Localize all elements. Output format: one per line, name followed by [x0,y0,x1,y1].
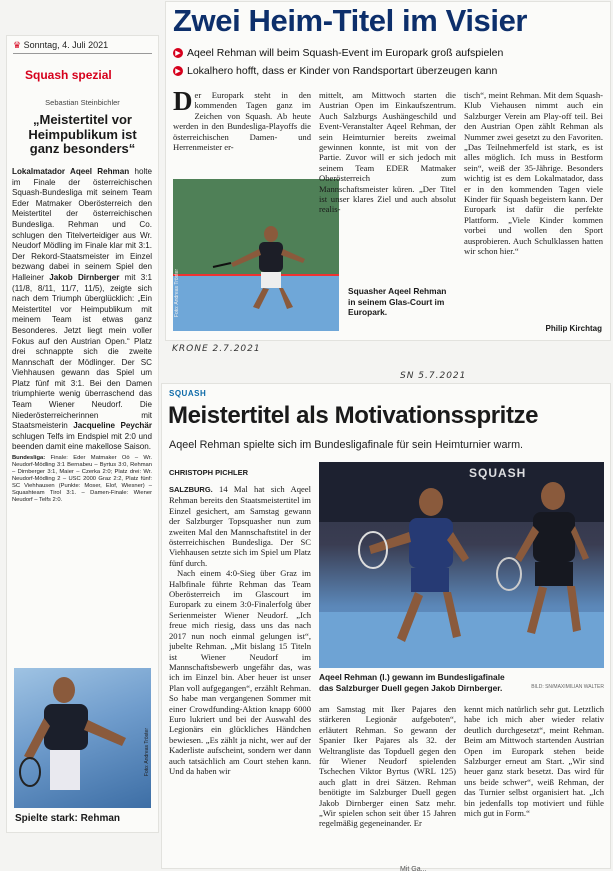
body-1: holte im Finale der österreichischen Squash-Bundesliga mit seinem Team Eder Matmaker Oberösterreich den Meistertitel der österreichischen Bundesliga. Rehman und Co. schlugen den Titelverteidiger aus Wr. Neudorf Mödling im Finale klar mit 3:1. Der Rekord-Staatsmeister im Einzel bezwang dabei in seinem Spiel den Halleiner [12,167,152,282]
bottom-subhead: Aqeel Rehman spielte sich im Bundesligafinale für sein Heimturnier warm. [169,439,524,451]
bottom-col-1-lead: 14 Mal hat sich Aqeel Rehman bereits den Staatsmeistertitel im Einzel gesichert, am Samstag gewann der Salzburger Topsquasher nun zum zweiten Mal den Mannschaftstitel in der österreichischen Bundesliga. Der SC Viehhausen setzte sich im Spiel um Platz fünf durch. [169,484,311,568]
body-4: schlugen Telfs im Endspiel mit 2:0 und beenden damit eine makellose Saison. [12,431,152,452]
left-kicker [25,68,112,82]
kicker-suffix: spezial [71,68,112,82]
bottom-col-1-rest: Nach einem 4:0-Sieg über Graz im Halbfinale führte Rehman das Team Oberösterreich im Glascourt im Europark zu einem 3:0-Finalerfolg über Serienmeister Wiener Neudorf. „Ich freue mich riesig, dass uns das nach 2017 nun noch einmal gelungen ist“, jubelte Rehman. „Mit bislang 15 Titeln ist Wiener Neudorf im Mannschaftsbewerb ungefähr das, was ich im Einzel bin. Aber heuer ist unser Plan voll aufgegangen“, erzählt Rehman. So habe man vergangenen Sommer mit einer Crowdfunding-Aktion knapp 6000 Euro lukriert und bei der Auswahl des Legionärs ein glückliches Händchen bewiesen. „Es zählt ja nicht, wer auf der Kaderliste aufscheint, sondern wer dann auch tatsächlich am Court stehen kann. Und da haben wir [169,568,311,776]
results-box [12,455,152,504]
left-photo-credit: Foto: Andreas Tröster [144,728,150,777]
top-col-3: tisch“, meint Rehman. Mit dem Squash-Klub Viehausen nimmt auch ein Salzburger Verein am Play-off teil. Bei den Austrian Open zählt Rehman als Nummer zwei gesetzt zu den Favoriten. „Das Teilnehmerfeld ist stark, es ist alles möglich. Ich muss in Bestform sein“, weiß der 35-Jährige. Besonders wichtig ist es dem Lokalmatador, dass er in den kommenden Tagen viele Kinder für Squash begeistern kann. Der Europark ist dafür die perfekte Plattform. „Viele Kinder kommen vorbei und wollen den Sport ausprobieren. Auch Schulklassen hatten wir schon hier.“ [464,90,603,257]
photo-banner-text: SQUASH [469,466,527,480]
left-date-line [13,40,153,51]
left-author: Sebastian Steinbichler [45,98,120,107]
bottom-clipping [162,384,610,868]
body-2: mit 3:1 (11/8, 8/11, 11/7, 11/5), zeigte sich nach dem Triumph überglücklich: „Ein Meistertitel vor Heimpublikum mit meinem Team ist etwas ganz Besonderes. Jetzt liegt mein voller Fokus auf den Austrian Open.“ [12,272,152,346]
left-body [12,167,152,647]
bullet-2-text: Lokalhero hofft, dass er Kinder von Randsportart überzeugen kann [187,65,498,77]
match-scene-graphic [319,462,604,668]
bottom-col-1 [169,484,311,864]
section-label: SQUASH [169,389,207,398]
left-clipping [7,36,158,832]
results-text: Finale: Eder Matmaker Oö – Wr. Neudorf-Mödling 3:1 Bernabeu – Byrtus 3:0, Rehman – Dirnberger 3:1, Maier – Czerka 2:0; Platz drei: Wr. Neudorf-Mödling 2 – USC 2000 Graz 2:2, Platz fünf: SC Viehhausen (Punkte: Moser, Elof, Wiesner) – Squashteam Tirol 3:1. – Damen-Finale: Wiener Neudorf – Telfs 2:0. [12,455,152,504]
bottom-headline: Meistertitel als Motivationsspritze [168,402,539,429]
left-caption: Spielte stark: Rehman [15,813,121,824]
top-clipping [166,2,610,340]
results-label: Bundesliga: [12,455,46,462]
court-graphic [173,179,339,331]
arrow-right-icon: ▶ [173,66,183,76]
top-photo-credit: Foto: Andreas Tröster [174,269,180,318]
bottom-col-3: kennt mich natürlich sehr gut. Letztlich habe ich mich aber wieder relativ deutlich durchgesetzt“, meint Rehman. Beim am Mittwoch startenden Austrian Open im Europark stehen beide Salzburger erneut am Start. „Wir sind heuer ganz stark besetzt. Das wird für uns beide schwer“, weiß Rehman, der das Turnier selbst organisiert hat. „Ich bin jedenfalls top motiviert und fühle mich gut in Form.“ [464,704,604,819]
left-divider [13,53,152,54]
body-bold-3: Jacqueline Peychär [73,421,152,431]
player-figure-graphic [14,668,151,808]
top-author: Philip Kirchtag [543,324,602,333]
left-date: Sonntag, 4. Juli 2021 [23,40,109,50]
bullet-1-text: Aqeel Rehman will beim Squash-Event im Europark groß aufspielen [187,47,504,59]
bullet-row-1 [173,46,503,60]
bottom-match-photo [319,462,604,668]
bottom-photo-credit: BILD: SN/MAXIMILIAN WALTER [531,684,604,690]
dateline: SALZBURG. [169,485,213,494]
bottom-caption: Aqeel Rehman (l.) gewann im Bundesligafinale das Salzburger Duell gegen Jakob Dirnberger. [319,672,505,693]
top-col-1-text: er Europark steht in den kommenden Tagen ganz im Zeichen von Squash. Ab heute werden in den Bundesliga-Playoffs die österreichischen Damen- und Herrenmeister er- [173,90,311,153]
handwritten-krone: KRONE 2.7.2021 [172,344,261,354]
arrow-right-icon: ▶ [173,48,183,58]
bottom-col-2: am Samstag mit Iker Pajares den stärkeren Legionär aufgeboten“, erläutert Rehman. So gewann der Spanier Iker Pajares als 32. der Weltrangliste das Topduell gegen den für Wiener Neudorf spielenden Tschechen Viktor Byrtus (WRL 125) auch glatt in drei Sätzen. Rehman benötigte im Salzburger Duell gegen Jakob Dirnberger einen Satz mehr. „Wir spielen schon seit über 15 Jahren regelmäßig gegeneinander. Er [319,704,456,829]
top-player-photo [173,179,339,331]
bottom-author: CHRISTOPH PICHLER [169,468,249,477]
handwritten-sn: SN 5.7.2021 [400,371,467,381]
dropcap: D [173,90,193,116]
crown-icon: ♛ [13,40,22,50]
left-player-photo [14,668,151,808]
body-bold-1: Lokalmatador Aqeel Rehman [12,167,130,176]
top-col-2: mittelt, am Mittwoch starten die Austrian Open im Einkaufszentrum. Auch Salzburgs Aushängeschild und Event-Veranstalter Aqeel Rehman, der sein Heimturnier bereits zweimal gewinnen konnte, ist mit von der Partie. Zuvor will er sich jedoch mit seinem Team EDER Matmaker Oberösterreich zum Mannschaftsmeister küren. „Der Titel ist unser klares Ziel und auch absolut realis- [319,90,456,215]
top-headline: Zwei Heim-Titel im Visier [173,3,528,38]
kicker-word: Squash [25,68,69,82]
top-caption: Squasher Aqeel Rehman in seinem Glas-Court im Europark. [348,286,447,317]
body-bold-2: Jakob Dirnberger [49,272,120,282]
body-3: Platz drei schnappte sich die zweite Mannschaft der Mödlinger. Der SC Viehhausen gewann das Spiel um Platz fünf mit 3:1. Bei den Damen triumphierte wenig überraschend das Team Wiener Neudorf. Die Niederösterreicherinnen mit Staatsmeisterin [12,336,152,431]
top-col-1 [173,90,311,166]
footer-cut-text: Mit Ga... [400,866,427,871]
bullet-row-2 [173,64,497,78]
left-headline: „Meistertitel vor Heimpublikum ist ganz besonders“ [28,112,137,156]
